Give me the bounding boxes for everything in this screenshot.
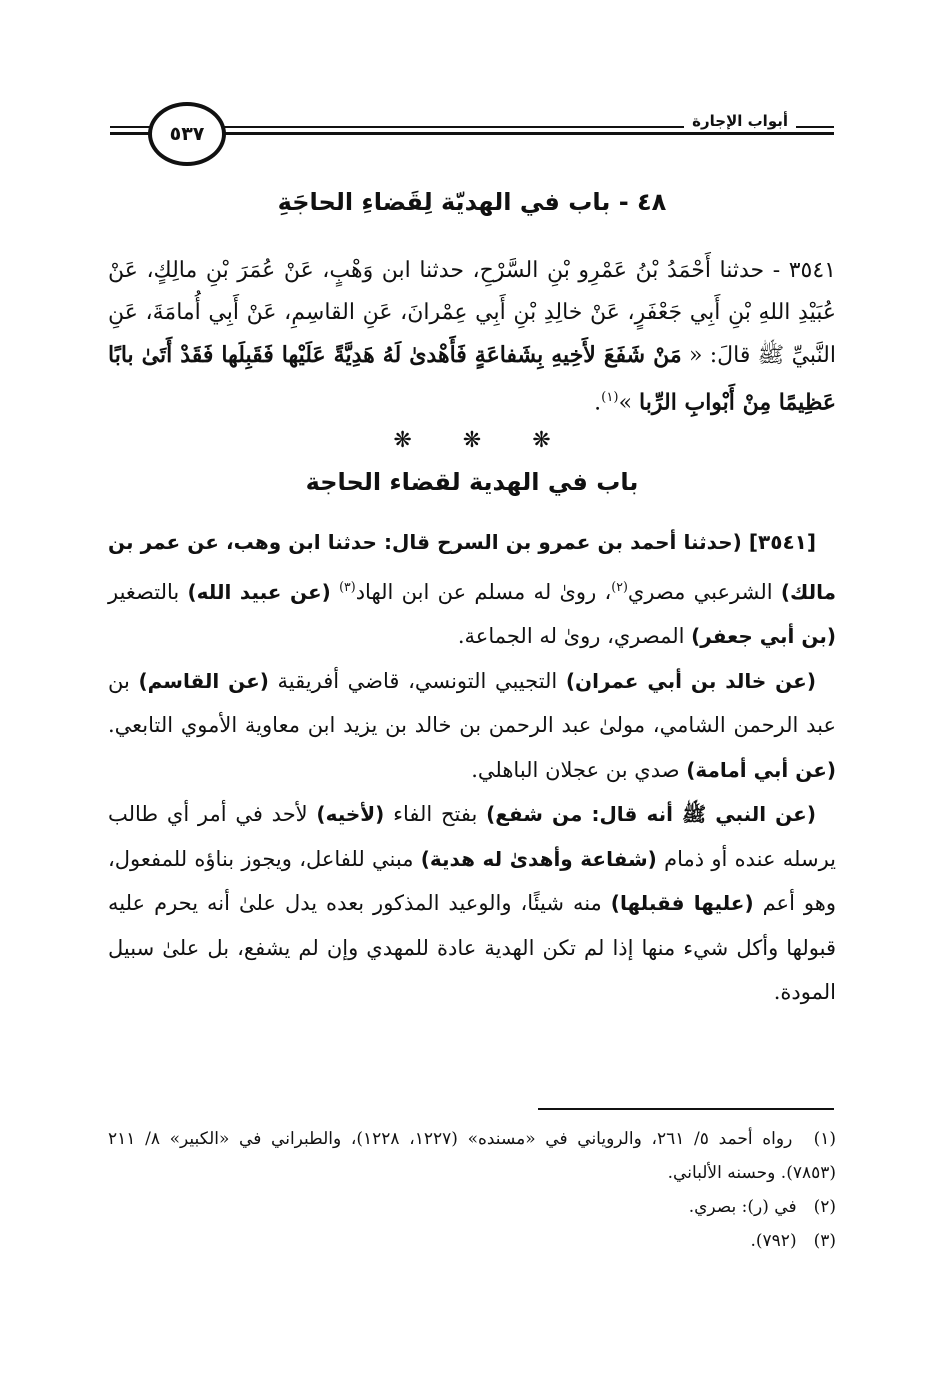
explanation-text: ، رویٰ له مسلم عن ابن الهاد (355, 579, 612, 604)
footnote-text: رواه أحمد ٥/ ٢٦١، والروياني في «مسنده» (١٢٢٧، ١٢٢٨)، والطبراني في «الكبير» ٨/ ٢١١ (٧٨٥٣). وحسنه الألباني. (108, 1129, 836, 1183)
footnote-number: (٢) (813, 1197, 836, 1217)
footnote-ref-1[interactable]: (١) (601, 390, 619, 405)
quoted-text: (عن النبي ﷺ أنه قال: من شفع) (486, 802, 816, 826)
commentary-paragraph (108, 520, 836, 659)
footnote-item (108, 1224, 836, 1258)
quoted-text: (بن أبي جعفر) (691, 624, 836, 648)
quoted-text: (عليها فقبلها) (610, 891, 754, 915)
explanation-text: المصري، رویٰ له الجماعة. (457, 624, 692, 648)
hadith-end: . (594, 390, 602, 416)
footnote-number: (١) (813, 1129, 837, 1149)
footnotes (108, 1122, 836, 1258)
commentary-title: باب في الهدية لقضاء الحاجة (305, 468, 639, 496)
section-name: أبواب الإجارة (684, 112, 796, 130)
quoted-text: (عن عبيد الله) (187, 579, 331, 604)
footnote-ref-3[interactable]: (٣) (339, 578, 356, 594)
section-separator (110, 428, 834, 453)
quoted-text: (عن خالد بن أبي عمران) (565, 668, 816, 693)
asterism-icon: ❋ (462, 428, 482, 453)
quoted-text: (لأخيه) (316, 802, 385, 826)
commentary (108, 520, 836, 1015)
explanation-text: التجيبي التونسي، قاضي أفريقية (268, 668, 566, 693)
explanation-text: مبني للفاعل، ويجوز بناؤه للمفعول، وهو أعم (108, 846, 836, 915)
quoted-text: (عن القاسم) (138, 668, 269, 693)
footnote-number: (٣) (813, 1231, 836, 1251)
quoted-text: (شفاعة وأهدیٰ له هدية) (420, 846, 657, 871)
explanation-text: بفتح الفاء (384, 802, 487, 826)
running-header (110, 98, 834, 168)
hadith-isnad: ٣٥٤١ - حدثنا أَحْمَدُ بْنُ عَمْرِو بْنِ السَّرْحِ، حدثنا ابن وَهْبٍ، عَنْ عُمَرَ بْنِ مالِكٍ، عَنْ عُبَيْدِ اللهِ بْنِ أَبِي جَعْفَرٍ، عَنْ خالِدِ بْنِ أَبِي عِمْرانَ، عَنِ القاسِمِ، عَنْ أَبِي أُمامَةَ، عَنِ النَّبيِّ ﷺ قالَ: « (108, 258, 836, 368)
spacer-text (331, 580, 339, 604)
hadith-matn: مَنْ شَفَعَ لأَخِيهِ بِشَفاعَةٍ فَأَهْدىٰ لَهُ هَدِيَّةً عَلَيْها فَقَبِلَها فَقَدْ أَتَىٰ بابًا عَظِيمًا مِنْ أَبْوابِ الرِّبا (108, 342, 836, 416)
quoted-text: [٣٥٤١] (حدثنا أحمد بن عمرو بن السرح قال: حدثنا ابن وهب، عن عمر بن مالك) (108, 530, 837, 604)
explanation-text: بالتصغير (108, 579, 188, 604)
quoted-text: (عن أبي أمامة) (686, 757, 836, 782)
footnote-divider (538, 1108, 834, 1110)
explanation-text: منه شيئًا، والوعيد المذكور بعده يدل علیٰ أنه يحرم عليه قبولها وأكل شيء منها إذا لم تكن الهدية عادة للمهدي وإن لم يشفع، بل علیٰ سبيل المودة. (108, 891, 836, 1004)
footnote-item (108, 1122, 836, 1190)
footnote-ref-2[interactable]: (٢) (611, 578, 628, 594)
hadith-text (108, 250, 836, 424)
page-number-circle (148, 102, 226, 166)
asterism-icon: ❋ (532, 428, 551, 453)
page-number: ٥٣٧ (169, 123, 205, 145)
explanation-text: لأحد في أمر أي طالب يرسله عنده أو ذمام (108, 802, 836, 871)
footnote-item (108, 1190, 836, 1224)
hadith-closing-quote: » (618, 390, 633, 416)
explanation-text: بن عبد الرحمن الشامي، مولیٰ عبد الرحمن بن خالد بن يزيد ابن معاوية الأموي التابعي. (108, 668, 836, 737)
explanation-text: الشرعبي مصري (627, 579, 781, 604)
explanation-text: صدي بن عجلان الباهلي. (471, 757, 687, 782)
commentary-paragraph (108, 792, 836, 1015)
footnote-text: في (ر): بصري. (688, 1197, 797, 1217)
footnote-text: (٧٩٢). (750, 1231, 797, 1251)
asterism-icon: ❋ (393, 428, 412, 453)
chapter-title: ٤٨ - باب في الهديّة لِقَضاءِ الحاجَةِ (277, 188, 667, 216)
commentary-paragraph (108, 659, 836, 793)
